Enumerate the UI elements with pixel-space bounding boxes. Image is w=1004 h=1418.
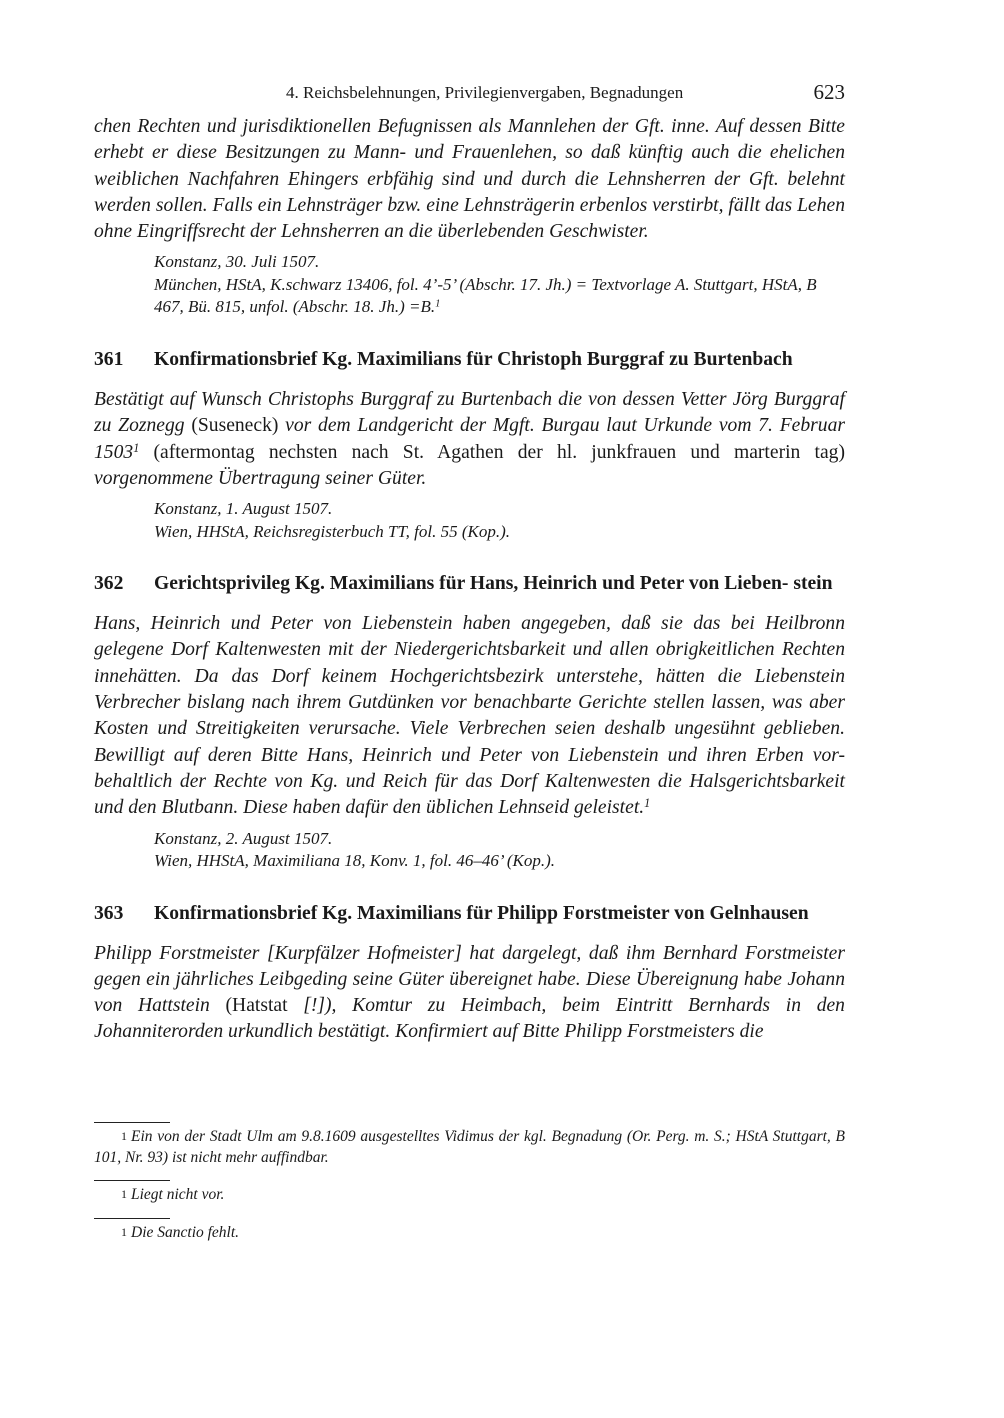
entry-text: Philipp Forstmeister [Kurpfälzer Hofmeister] hat dargelegt, daß ihm Bernhard Forstmeister gegen ein jährliches Leibgeding seine Güter übereignet habe. Diese Übereignung habe Johann von Hattstein (Hatstat [!]), Komtur zu Heimbach, beim Eintritt Bernhards in den Johanniterorden urkundlich bestätigt. Konfirmiert auf Bitte Philipp Forstmeisters die [94, 942, 845, 1043]
intro-meta [154, 251, 845, 319]
entry-number: 362 [94, 573, 124, 595]
place-date: Konstanz, 1. August 1507. [154, 499, 333, 519]
place-date: Konstanz, 2. August 1507. [154, 828, 333, 848]
entry-heading [94, 571, 845, 597]
footnote-rule [94, 1218, 170, 1219]
entry-heading [94, 347, 845, 373]
running-head [94, 78, 845, 114]
footnote-ref: 1 [133, 440, 140, 455]
page-body [94, 78, 845, 1046]
footnote: 1 Ein von der Stadt Ulm am 9.8.1609 ausgestelltes Vidimus der kgl. Begnadung (Or. Perg. m. S.; HStA Stuttgart, B 101, Nr. 93) ist nicht mehr auffindbar. [94, 1128, 845, 1166]
footnote-rule [94, 1122, 170, 1123]
intro-text: chen Rechten und jurisdiktionellen Befugnissen als Mannlehen der Gft. inne. Auf dessen Bitte erhebt er diese Besitzungen zu Mann- und Frauenlehen, so daß künftig auch die ehelichen weiblichen Nachfahren Ehingers erbfähig sind und durch die Lehnsherren der Gft. belehnt werden sollen. Falls ein Lehnsträger bzw. eine Lehnsträgerin erbenlos verstirbt, fällt das Lehen ohne Eingriffsrecht der Lehnsherren an die überlebenden Geschwister. [94, 116, 845, 243]
source-citation: München, HStA, K.schwarz 13406, fol. 4’-5’ (Abschr. 17. Jh.) = Textvorlage A. Stuttgart, HStA, B 467, Bü. 815, unfol. (Abschr. 18. Jh.) =B.$^1$ [154, 274, 817, 317]
footnote-rule [94, 1180, 170, 1181]
entry-meta [154, 498, 845, 543]
entry-title: Konfirmationsbrief Kg. Maximilians für Philipp Forstmeister von Gelnhausen [154, 902, 809, 924]
source-citation: Wien, HHStA, Reichsregisterbuch TT, fol. 55 (Kop.). [154, 521, 511, 541]
footnote: 1 Liegt nicht vor. [121, 1186, 225, 1203]
footnote-block [94, 1218, 845, 1244]
place-date: Konstanz, 30. Juli 1507. [154, 252, 320, 272]
footnotes [94, 1122, 845, 1255]
entry-number: 363 [94, 902, 124, 924]
entry-text: Bestätigt auf Wunsch Christophs Burggraf zu Burtenbach die von dessen Vetter Jörg Burggraf zu Zoznegg (Suseneck) vor dem Landgericht der Mgft. Burgau laut Urkunde vom 7. Februar 1503$^1$ (aftermontag nechsten nach St. Agathen der hl. junkfrauen und marterin tag) vorgenommene Übertragung seiner Güter. [94, 388, 845, 489]
entry-title: Gerichtsprivileg Kg. Maximilians für Hans, Heinrich und Peter von Lieben- stein [154, 573, 833, 595]
entry-meta [154, 828, 845, 873]
footnote-ref: 1 [644, 796, 651, 811]
entry-title: Konfirmationsbrief Kg. Maximilians für Christoph Burggraf zu Burtenbach [154, 348, 793, 370]
entry-heading [94, 901, 845, 927]
page-number: 623 [813, 80, 845, 104]
footnote-ref: 1 [435, 299, 441, 311]
entry-text: Hans, Heinrich und Peter von Liebenstein haben angegeben, daß sie das bei Heilbronn gelegene Dorf Kaltenwesten mit der Niedergerichtsbarkeit und allen obrigkeitlichen Rechten innehätten. Da das Dorf keinem Hochgerichtsbezirk unterstehe, hätten die Liebenstein Verbrecher bislang nach ihrem Gutdünken vor benachbarte Gerichte stellen lassen, was aber Kosten und Streitigkeiten verursache. Viele Verbrechen seien deshalb ungesühnt geblieben. Bewilligt auf deren Bitte Hans, Heinrich und Peter von Liebenstein und ihren Erben vor- behaltlich der Rechte von Kg. und Reich für das Dorf Kaltenwesten die Halsgerichtsbarkeit und den Blutbann. Diese haben dafür den üblichen Lehnseid geleistet.$^1$ [94, 613, 845, 819]
footnote: 1 Die Sanctio fehlt. [121, 1223, 240, 1241]
source-citation: Wien, HHStA, Maximiliana 18, Konv. 1, fol. 46–46’ (Kop.). [154, 851, 556, 871]
footnote-block [94, 1180, 845, 1206]
footnote-block [94, 1122, 845, 1168]
entry-number: 361 [94, 348, 124, 370]
running-head-title: 4. Reichsbelehnungen, Privilegienvergaben, Begnadungen [286, 83, 684, 102]
